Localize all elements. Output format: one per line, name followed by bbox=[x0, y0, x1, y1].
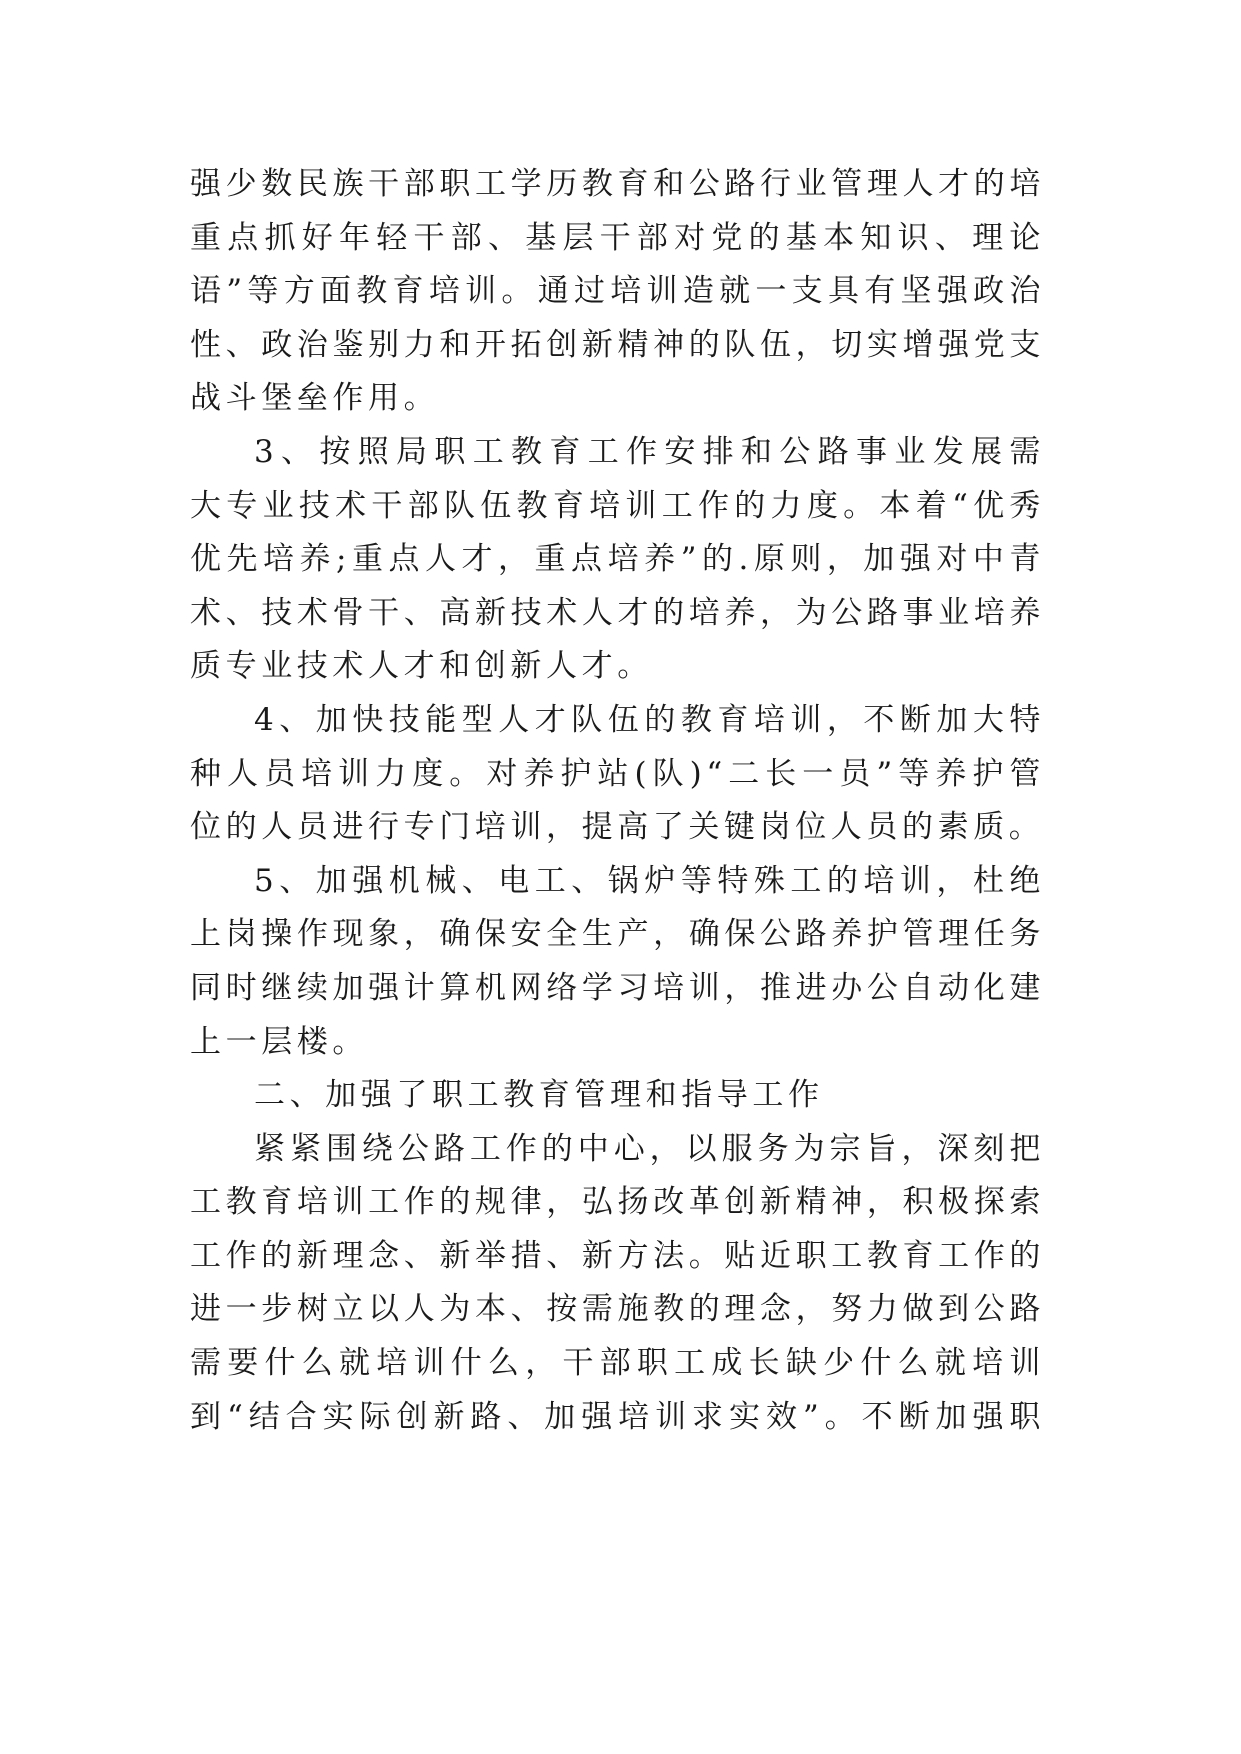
text-line: 到“结合实际创新路、加强培训求实效”。不断加强职 bbox=[190, 1398, 1045, 1435]
text-line: 战斗堡垒作用。 bbox=[190, 380, 440, 417]
text-line: 5、加强机械、电工、锅炉等特殊工的培训，杜绝 bbox=[254, 862, 1045, 899]
text-line: 工教育培训工作的规律，弘扬改革创新精神，积极探索 bbox=[190, 1184, 1045, 1221]
text-line: 工作的新理念、新举措、新方法。贴近职工教育工作的 bbox=[190, 1237, 1045, 1274]
document-body-text bbox=[190, 158, 1045, 1444]
text-line: 强少数民族干部职工学历教育和公路行业管理人才的培 bbox=[190, 166, 1045, 202]
text-line: 上岗操作现象，确保安全生产，确保公路养护管理任务 bbox=[190, 916, 1045, 953]
text-line: 需要什么就培训什么，干部职工成长缺少什么就培训 bbox=[190, 1345, 1045, 1382]
text-line: 性、政治鉴别力和开拓创新精神的队伍，切实增强党支 bbox=[190, 326, 1045, 363]
text-line: 优先培养;重点人才，重点培养”的.原则，加强对中青 bbox=[190, 541, 1045, 578]
section-heading: 二、加强了职工教育管理和指导工作 bbox=[254, 1077, 824, 1114]
text-line: 重点抓好年轻干部、基层干部对党的基本知识、理论 bbox=[190, 219, 1045, 256]
text-line: 进一步树立以人为本、按需施教的理念，努力做到公路 bbox=[190, 1291, 1045, 1328]
text-line: 3、按照局职工教育工作安排和公路事业发展需 bbox=[254, 433, 1045, 470]
text-line: 上一层楼。 bbox=[190, 1023, 368, 1060]
text-line: 质专业技术人才和创新人才。 bbox=[190, 648, 653, 685]
text-line: 语”等方面教育培训。通过培训造就一支具有坚强政治 bbox=[190, 273, 1045, 310]
text-line: 术、技术骨干、高新技术人才的培养，为公路事业培养 bbox=[190, 594, 1045, 631]
text-line: 种人员培训力度。对养护站(队)“二长一员”等养护管 bbox=[190, 755, 1045, 792]
text-line: 同时继续加强计算机网络学习培训，推进办公自动化建 bbox=[190, 969, 1045, 1006]
text-line: 4、加快技能型人才队伍的教育培训，不断加大特 bbox=[254, 701, 1045, 738]
text-line: 紧紧围绕公路工作的中心，以服务为宗旨，深刻把 bbox=[254, 1130, 1045, 1167]
text-line: 位的人员进行专门培训，提高了关键岗位人员的素质。 bbox=[190, 809, 1045, 846]
text-line: 大专业技术干部队伍教育培训工作的力度。本着“优秀 bbox=[190, 487, 1045, 524]
